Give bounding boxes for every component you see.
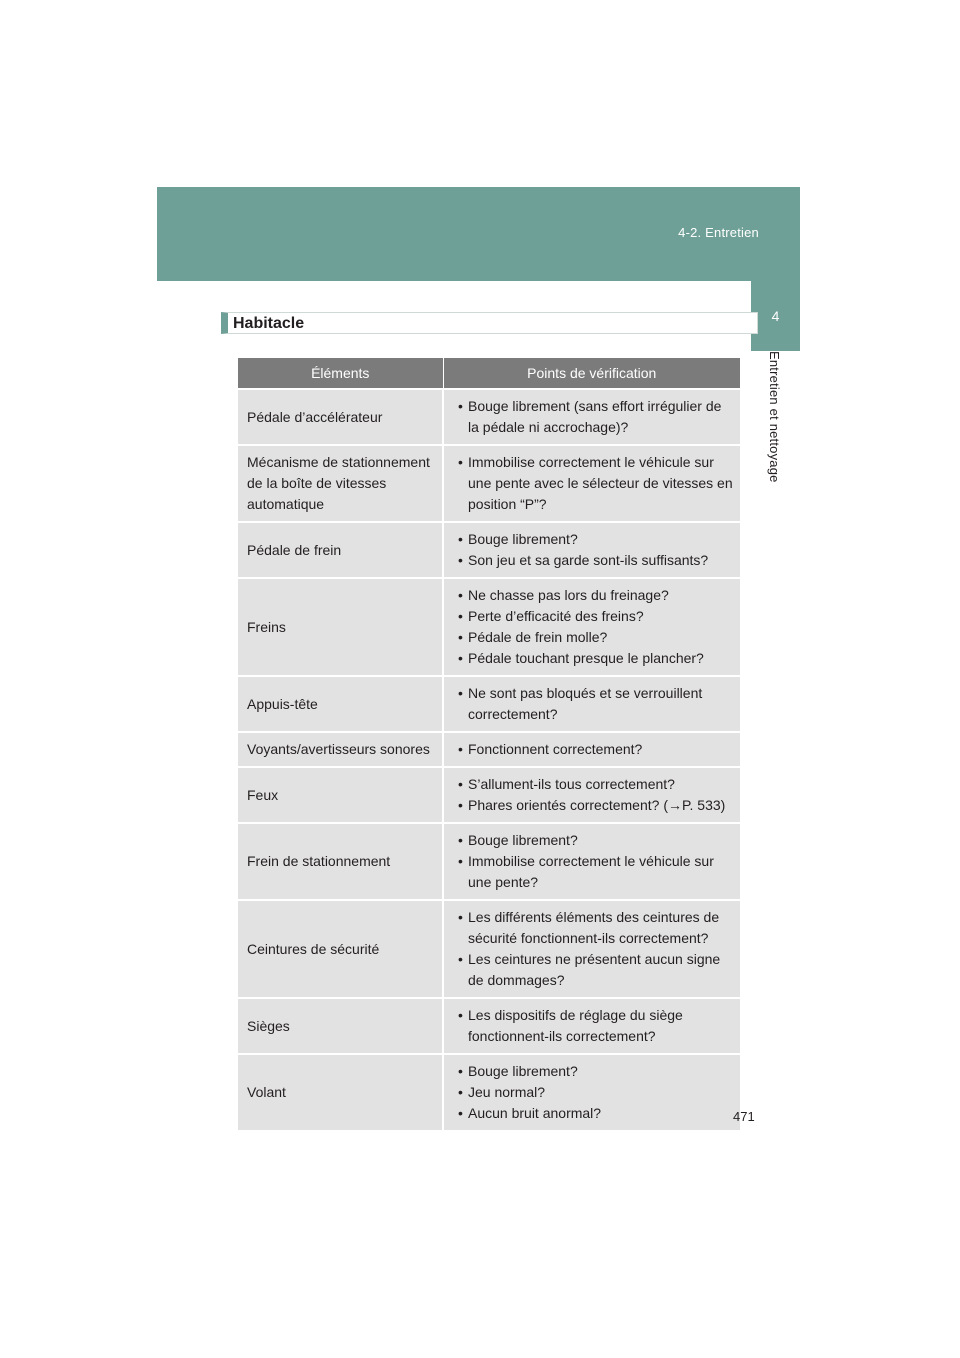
table-header-row xyxy=(238,358,740,389)
row-check-points xyxy=(443,1054,740,1130)
row-item: Ceintures de sécurité xyxy=(238,900,443,998)
check-point-list xyxy=(448,774,736,816)
row-check-points xyxy=(443,389,740,445)
table-row xyxy=(238,578,740,676)
check-point: • Les ceintures ne présentent aucun signe de dommages? xyxy=(448,949,736,991)
check-point: • Bouge librement (sans effort irrégulier de la pédale ni accrochage)? xyxy=(448,396,736,438)
check-point-list xyxy=(448,739,736,760)
row-check-points xyxy=(443,732,740,767)
row-item: Mécanisme de stationnement de la boîte de vitesses automatique xyxy=(238,445,443,522)
check-point-list xyxy=(448,1005,736,1047)
chapter-number: 4 xyxy=(771,308,780,324)
row-check-points xyxy=(443,900,740,998)
section-heading-text: Habitacle xyxy=(233,315,305,332)
row-check-points xyxy=(443,445,740,522)
check-point: • Ne sont pas bloqués et se verrouillent correctement? xyxy=(448,683,736,725)
page-number: 471 xyxy=(733,1109,755,1124)
row-item: Volant xyxy=(238,1054,443,1130)
row-item: Sièges xyxy=(238,998,443,1054)
section-heading xyxy=(221,312,758,334)
check-point: • Jeu normal? xyxy=(448,1082,736,1103)
table-row xyxy=(238,732,740,767)
column-header-items: Éléments xyxy=(238,358,443,389)
table-row xyxy=(238,823,740,900)
check-point: • Pédale touchant presque le plancher? xyxy=(448,648,736,669)
check-point: • Pédale de frein molle? xyxy=(448,627,736,648)
row-item: Pédale d’accélérateur xyxy=(238,389,443,445)
table-row xyxy=(238,389,740,445)
check-point: • Phares orientés correctement? (→P. 533) xyxy=(448,795,736,816)
check-point-list xyxy=(448,683,736,725)
row-check-points xyxy=(443,998,740,1054)
row-item: Feux xyxy=(238,767,443,823)
row-item: Pédale de frein xyxy=(238,522,443,578)
inspection-table xyxy=(238,358,740,1130)
check-point-list xyxy=(448,396,736,438)
check-point: • Ne chasse pas lors du freinage? xyxy=(448,585,736,606)
chapter-side-tab xyxy=(751,281,800,885)
row-check-points xyxy=(443,767,740,823)
check-point-list xyxy=(448,585,736,669)
row-item: Appuis-tête xyxy=(238,676,443,732)
check-point: • Aucun bruit anormal? xyxy=(448,1103,736,1124)
table-row xyxy=(238,900,740,998)
row-check-points xyxy=(443,522,740,578)
check-point: • Bouge librement? xyxy=(448,1061,736,1082)
check-point-list xyxy=(448,830,736,893)
row-item: Freins xyxy=(238,578,443,676)
table-row xyxy=(238,1054,740,1130)
chapter-label-area xyxy=(751,351,800,885)
row-check-points xyxy=(443,578,740,676)
check-point: • Perte d’efficacité des freins? xyxy=(448,606,736,627)
check-point: • Bouge librement? xyxy=(448,529,736,550)
check-point: • Immobilise correctement le véhicule sur une pente? xyxy=(448,851,736,893)
chapter-label: Entretien et nettoyage xyxy=(767,351,782,483)
check-point: • Les différents éléments des ceintures de sécurité fonctionnent-ils correctement? xyxy=(448,907,736,949)
check-point-list xyxy=(448,452,736,515)
check-point: • Bouge librement? xyxy=(448,830,736,851)
table-row xyxy=(238,522,740,578)
row-check-points xyxy=(443,676,740,732)
table-row xyxy=(238,767,740,823)
check-point-list xyxy=(448,529,736,571)
check-point: • Fonctionnent correctement? xyxy=(448,739,736,760)
check-point: • S’allument-ils tous correctement? xyxy=(448,774,736,795)
table-row xyxy=(238,676,740,732)
chapter-header xyxy=(157,187,800,281)
check-point: • Immobilise correctement le véhicule sur une pente avec le sélecteur de vitesses en position “P”? xyxy=(448,452,736,515)
row-check-points xyxy=(443,823,740,900)
check-point: • Son jeu et sa garde sont-ils suffisants? xyxy=(448,550,736,571)
column-header-checks: Points de vérification xyxy=(443,358,740,389)
check-point-list xyxy=(448,1061,736,1124)
section-label: 4-2. Entretien xyxy=(678,225,759,240)
row-item: Voyants/avertisseurs sonores xyxy=(238,732,443,767)
check-point: • Les dispositifs de réglage du siège fonctionnent-ils correctement? xyxy=(448,1005,736,1047)
row-item: Frein de stationnement xyxy=(238,823,443,900)
check-point-list xyxy=(448,907,736,991)
table-row xyxy=(238,445,740,522)
table-row xyxy=(238,998,740,1054)
